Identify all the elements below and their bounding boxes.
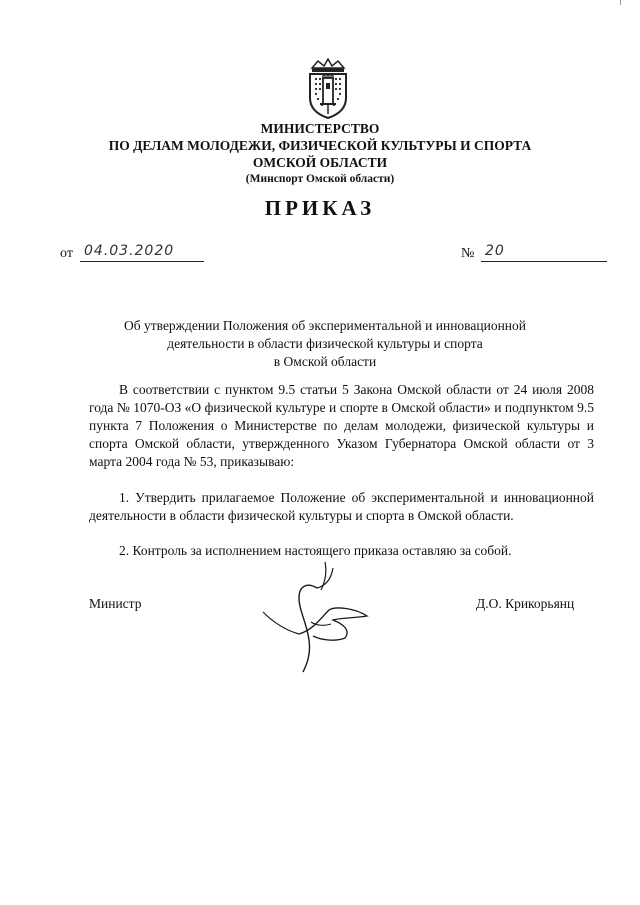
order-item-1: 1. Утвердить прилагаемое Положение об экспериментальной и инновационной деятельности в области физической культуры и спорта в Омской области. bbox=[89, 490, 594, 523]
subject-line: Об утверждении Положения об экспериментальной и инновационной bbox=[124, 318, 526, 333]
signatory-role: Министр bbox=[89, 596, 142, 611]
handwritten-signature bbox=[255, 560, 375, 680]
ministry-full-name: ПО ДЕЛАМ МОЛОДЕЖИ, ФИЗИЧЕСКОЙ КУЛЬТУРЫ И СПОРТА bbox=[108, 138, 532, 153]
date-value: 04.03.2020 bbox=[80, 243, 204, 262]
number-label: № bbox=[461, 246, 475, 261]
ministry-short-name: (Минспорт Омской области) bbox=[245, 173, 395, 185]
document-type: ПРИКАЗ bbox=[264, 196, 376, 220]
ministry-region: ОМСКОЙ ОБЛАСТИ bbox=[252, 155, 388, 170]
scan-mark bbox=[620, 0, 621, 5]
order-item-2: 2. Контроль за исполнением настоящего приказа оставляю за собой. bbox=[119, 543, 512, 558]
number-value: 20 bbox=[481, 243, 607, 262]
preamble-paragraph: В соответствии с пунктом 9.5 статьи 5 Закона Омской области от 24 июля 2008 года № 1070-ОЗ «О физической культуре и спорте в Омской области» и подпунктом 9.5 пункта 7 Положения о Министерстве по делам молодежи, физической культуры и спорта Омской области, утвержденного Указом Губернатора Омской области от 3 марта 2004 года № 53, приказываю: bbox=[89, 382, 594, 469]
subject-line: деятельности в области физической культуры и спорта bbox=[167, 336, 483, 351]
ministry-title: МИНИСТЕРСТВО bbox=[260, 121, 380, 136]
date-label: от bbox=[60, 246, 73, 261]
document-subject bbox=[90, 317, 560, 371]
coat-of-arms-icon bbox=[304, 58, 352, 120]
subject-line: в Омской области bbox=[273, 354, 377, 369]
signatory-name: Д.О. Крикорьянц bbox=[476, 596, 575, 611]
